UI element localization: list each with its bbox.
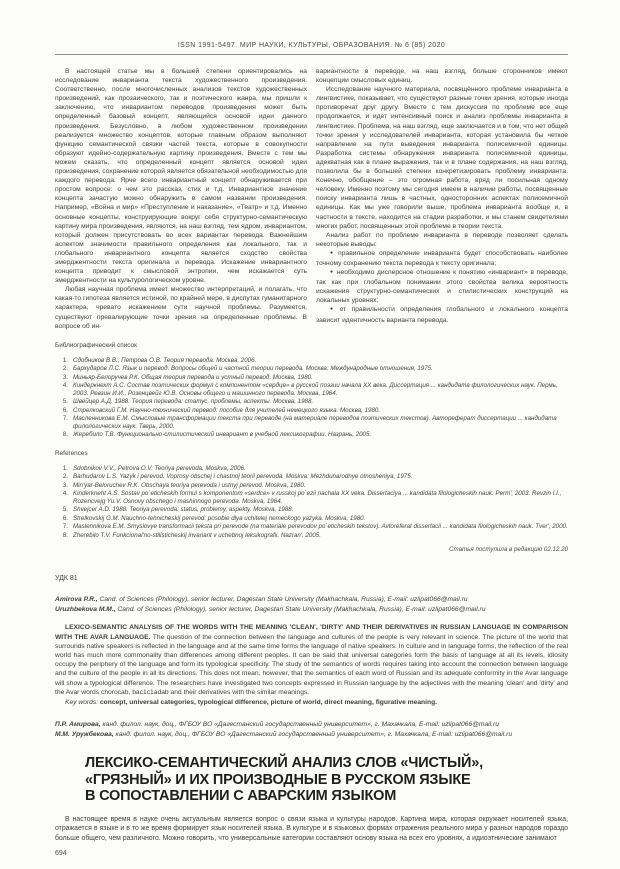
bibliography-item (55, 365, 568, 373)
paragraph: вариантности в переводе, на наш взгляд, больше сторонников имеют концепции смысловых единиц. (316, 68, 568, 85)
item-number: 6. (62, 406, 68, 414)
intro-left-column (55, 67, 307, 331)
item-text: Zherebilo T.V. Funkcional'no-stilisticheskij invariant v uchebnoj leksikografii. Nazran', 2005. (73, 531, 321, 539)
item-number: 5. (62, 506, 68, 514)
bibliography-item (55, 407, 568, 415)
item-text: Сдобников В.В., Петрова О.В. Теория перевода. Москва, 2006. (73, 356, 257, 364)
item-number: 8. (62, 431, 68, 439)
author-name: М.М. Уружбекова, (55, 730, 114, 738)
item-text: Бархударов Л.С. Язык и перевод. Вопросы общей и частной теории перевода. Москва: Международные отношения, 1975. (73, 365, 433, 373)
intro-columns (55, 67, 568, 331)
bullet-item (316, 268, 568, 305)
bibliography-item (55, 382, 568, 397)
item-number: 3. (62, 373, 68, 381)
item-number: 4. (62, 382, 68, 390)
bibliography-heading: Библиографический список (55, 341, 137, 349)
bullet-item (316, 249, 568, 268)
item-number: 2. (62, 473, 68, 481)
bibliography-list (55, 357, 568, 439)
reference-item (55, 515, 568, 523)
article-title-line: ЛЕКСИКО-СЕМАНТИЧЕСКИЙ АНАЛИЗ СЛОВ «ЧИСТЫЙ», (85, 755, 483, 772)
item-number: 1. (62, 356, 68, 364)
reference-item (55, 465, 568, 473)
bibliography-item (55, 398, 568, 406)
item-number: 7. (62, 415, 68, 423)
bullet-item (316, 305, 568, 324)
keywords-label: Key words: (65, 699, 99, 707)
author-line (55, 595, 568, 605)
reference-item (55, 473, 568, 481)
abstract-title: LEXICO-SEMANTIC ANALYSIS OF THE WORDS WITH THE MEANING 'CLEAN', 'DIRTY' AND THEIR DERIVATIVES IN RUSSIAN LANGUAGE IN COMPARISON WITH THE AVAR LANGUAGE. (55, 624, 568, 641)
author-line (55, 730, 568, 740)
references-list (55, 465, 568, 540)
item-number: 8. (62, 531, 68, 539)
article-title-line: В СОПОСТАВЛЕНИИ С АВАРСКИМ ЯЗЫКОМ (85, 788, 397, 805)
abstract-body: The question of the connection between the language and cultures of the people is very relevant in science. The picture of the world that surrounds native speakers is reflected in the language and at the same time forms the language of native speakers. In culture and in language forms, the reflection of the real world has much more commonality than differences among different peoples. It can be said that universal categories form the basis of language at all its levels, idiosity occupy the periphery of the language and form its typological specificity. The study of the semantics of words requires taking into account the connection between language and the culture of the people in all its directions. This does not mean, however, that the semantics of each word of Russian and its adequate conformity in the Avar language will show a typological difference. The researchers have investigated two concepts expressed in Russian language by the adjectives with the meaning 'clean' and 'dirty' and the Avar words chorocab, bac1c1adab and their derivatives with the similar meanings. (55, 633, 568, 696)
item-text: Киндеркнехт А.С. Состав поэтических формул с компонентом «сердце» в русской поэзии начала XX века. Диссертация ... кандидата филологических наук. Пермь, 2003. Ревзин И.И., Розенцвейг Ю.В. Основы общего и машинного перевода. Москва, 1964. (73, 382, 558, 397)
reference-item (55, 532, 568, 540)
item-text: Sdobnikov V.V., Petrova O.V. Teoriya perevoda. Moskva, 2006. (73, 464, 246, 472)
article-body-paragraph: В настоящее время в науке очень актуальным является вопрос о связи языка и культуры народов. Картина мира, которая окружает носителей языка, отражается в языке и в то же время формирует язык носителей языка. В культуре и в языковых формах отражения реального мира у разных народов гораздо больше общего, чем различного. Можно говорить, что универсальные категории составляют основу языка на всех его уровнях, а идиоэтнические занимают (55, 815, 568, 842)
journal-issn-line: ISSN 1991-5497. МИР НАУКИ, КУЛЬТУРЫ, ОБРАЗОВАНИЯ. № 6 (85) 2020 (177, 42, 446, 49)
article-title-line: «ГРЯЗНЫЙ» И ИХ ПРОИЗВОДНЫЕ В РУССКОМ ЯЗЫКЕ (85, 771, 471, 788)
item-number: 3. (62, 481, 68, 489)
item-number: 4. (62, 490, 68, 498)
item-text: Shvejcer A.D. 1988. Teoriya perevoda: status, problemy, aspekty. Moskva, 1988. (73, 506, 294, 514)
reference-item (55, 523, 568, 531)
keywords-values: concept, universal categories, typological difference, picture of world, direct meaning, figurative meaning. (99, 699, 438, 707)
item-number: 5. (62, 398, 68, 406)
paragraph: Исследование научного материала, посвящённого проблеме инварианта в лингвистике, показывает, что существуют разные точки зрения, которые иногда противоречат друг другу. Вместе с тем дискуссия по проблеме все еще продолжается, и идет интенсивный поиск и анализ проблемы инварианта в лингвистике. Проблема, на наш взгляд, еще заключается и в том, что нет общей точки зрения у исследователей инварианта, которая установила бы четкое направление на пути выведения инварианта полисемичной единицы. Разработка системы обнаружения инварианта полисемичной единицы, адекватная как в плане выражения, так и в плане содержания, на наш взгляд, позволила бы в большей степени конкретизировать проблему инварианта. Конечно, обобщение – это огромная работа, вряд ли посильная одному человеку. Именно поэтому мы сегодня имеем в наличии работы, посвященные поиску инварианта лишь в частных, односторонних аспектах полисемичной единицы. Как мы уже говорили выше, проблема инварианта вообще и, в частности в тексте, находится на стадии разработки, и мы станем свидетелями многих работ, посвященных этой проблеме в теории текста. (316, 86, 568, 230)
item-text: Жеребило Т.В. Функционально-стилистический инвариант в учебной лексикографии. Назрань, 2005. (73, 431, 372, 439)
item-text: Kinderkneht A.S. Sostav po`eticheskih formul s komponentom «serdce» v russkoj po`ezii nachala XX veka. Dissertaciya ... kandidata filologicheskih nauk. Perm', 2003. Revzin I.I., Rozencvejg Yu.V. Osnovy obschego i mashinnogo perevoda. Moskva, 1964. (73, 490, 562, 505)
item-number: 1. (62, 464, 68, 472)
bibliography-item (55, 357, 568, 365)
reference-item (55, 482, 568, 490)
page-number: 694 (55, 849, 67, 857)
item-number: 7. (62, 523, 68, 531)
item-text: Min'yar-Beloruchev R.K. Obschaya teoriya perevoda i ustnyj perevod. Moskva, 1980. (73, 481, 306, 489)
reference-item (55, 506, 568, 514)
abstract (55, 623, 568, 697)
item-text: Швейцер А.Д. 1988. Теория перевода: статус, проблемы, аспекты. Москва, 1988. (73, 398, 314, 406)
authors-en-block (55, 595, 568, 614)
author-name: П.Р. Амирова, (55, 721, 101, 729)
item-text: Миньяр-Белоручев Р.К. Общая теория перевода и устный перевод. Москва, 1980. (73, 373, 313, 381)
author-name: Amirova P.R., (55, 596, 98, 604)
bullet-text: правильное определение инварианта будет способствовать наиболее точному сохранению текста перевода к тексту оригинала; (316, 249, 568, 267)
article-title (55, 755, 568, 805)
author-details: канд. филол. наук, доц., ФГБОУ ВО «Дагестанский государственный университет», г. Махачкала, E-mail: uzlipat066@mail.ru (102, 721, 499, 729)
item-text: Стрелковский Г.М. Научно-технический перевод: пособие для учителей немецкого языка. Москва, 1980. (73, 406, 381, 414)
bullet-icon: ● (330, 269, 334, 276)
reference-item (55, 490, 568, 505)
item-text: Maslennikova E.M. Smyslovye transformacii teksta pri perevode (na materiale perevodov po`eticheskih tekstov). Avtoreferat dissertacii ... kandidata filologicheskih nauk. Tver', 2000. (73, 523, 568, 531)
author-details: Cand. of Sciences (Philology), senior lecturer, Dagestan State University (Makhachkala, Russia), E-mail: uzlipat066@mail.ru (117, 605, 486, 613)
udc-label: УДК 81 (55, 575, 78, 583)
paragraph: В настоящей статье мы в большей степени ориентировались на исследование инварианта текста художественного произведения. Соответственно, после многочисленных анализов текстов художественных произведений, как прозаического, так и поэтического жанра, мы пришли к заключению, что инвариантом переводов произведения может быть определенный базовый концепт, являющийся основой идеи данного произведения. Безусловно, в любом художественном произведении реализуется множество концептов, которые главным образом выполняют функцию семантической связки частей текста, которые в совокупности образуют идейно-содержательную картину произведения. Вместе с тем мы можем сказать, что определенный концепт является основой идеи произведения, сохранение которой является обязательной необходимостью для каждого перевода. Ярче всего инвариантный концепт обнаруживается при простом вопросе: о чем это рассказ, стих и т.д. Инвариантное значение концепта зачастую можно обнаружить в самом названии произведения. Например, «Война и мир» «Преступление и наказание», «Театр» и т.д. Именно основные концепты, конструирующие вокруг себя структурно-семантическую картину мира произведения, являются, на наш взгляд, тем ядром, инвариантом, который должен присутствовать во всех вариантах перевода. Важнейшим аспектом значимости правильного определения как локального, так и глобального инвариантного концепта является сходство свойства эмерджентности текста оригинала и перевода. Искажение инвариантного концепта приводит к смысловой энтропии, чем искажается суть эмерджентности на культурологическом уровне. (55, 68, 307, 285)
item-text: Strelkovskij G.M. Nauchno-tehnicheskij perevod: posobie dlya uchitelej nemeckogo yazyka. Moskva, 1980. (73, 514, 366, 522)
item-number: 6. (62, 514, 68, 522)
bullet-text: от правильности определения глобального и локального концепта зависит идентичность варианта перевода. (316, 306, 568, 324)
item-text: Barhudarov L.S. Yazyk i perevod. Voprosy obschej i chastnoj teorii perevoda. Moskva: Mezhdunarodnye otnosheniya, 1975. (73, 473, 413, 481)
paragraph: Анализ работ по проблеме инварианта в переводе позволяет сделать некоторые выводы: (316, 231, 568, 248)
author-details: канд. филол. наук, доц., ФГБОУ ВО «Дагестанский государственный университет», г. Махачкала, E-mail: uzlipat066@mail.ru (115, 730, 513, 738)
author-name: Uruzhbekova M.M., (55, 605, 116, 613)
item-number: 2. (62, 365, 68, 373)
bullet-icon: ● (330, 249, 336, 256)
bibliography-item (55, 415, 568, 430)
paragraph: Любая научная проблема имеет множество интерпретаций, и полагать, что какая-то гипотеза является истиной, по крайней мере, в диспутах гуманитарного характера, чревато искажением сути научной проблемы. Разумеется, существуют превалирующие точки зрения на определенные проблемы. В вопросе об ин- (55, 286, 307, 330)
bibliography-item (55, 374, 568, 382)
intro-right-column (316, 67, 568, 331)
received-note: Статья поступила в редакцию 02.12.20 (449, 546, 568, 554)
keywords-line (55, 698, 568, 707)
bullet-icon: ● (330, 306, 337, 313)
journal-header (55, 42, 568, 55)
bibliography-item (55, 431, 568, 439)
authors-ru-block (55, 720, 568, 739)
author-details: Cand. of Sciences (Philology), senior lecturer, Dagestan State University (Makhachkala, Russia), E-mail: uzlipat066@mail.ru (99, 596, 468, 604)
item-text: Масленникова Е.М. Смысловые трансформации текста при переводе (на материале переводов поэтических текстов). Автореферат диссертации ... кандидата филологических наук. Тверь, 2000. (73, 415, 557, 430)
author-line (55, 720, 568, 730)
references-heading: References (55, 449, 88, 457)
author-line (55, 605, 568, 615)
bullet-text: необходимо дисперсное отношение к понятию «инвариант» в переводе, так как при глобальном понимании этого свойства велика вероятность искажения структурно-семантических и стилистических конструкций на локальных уровнях; (316, 269, 568, 305)
